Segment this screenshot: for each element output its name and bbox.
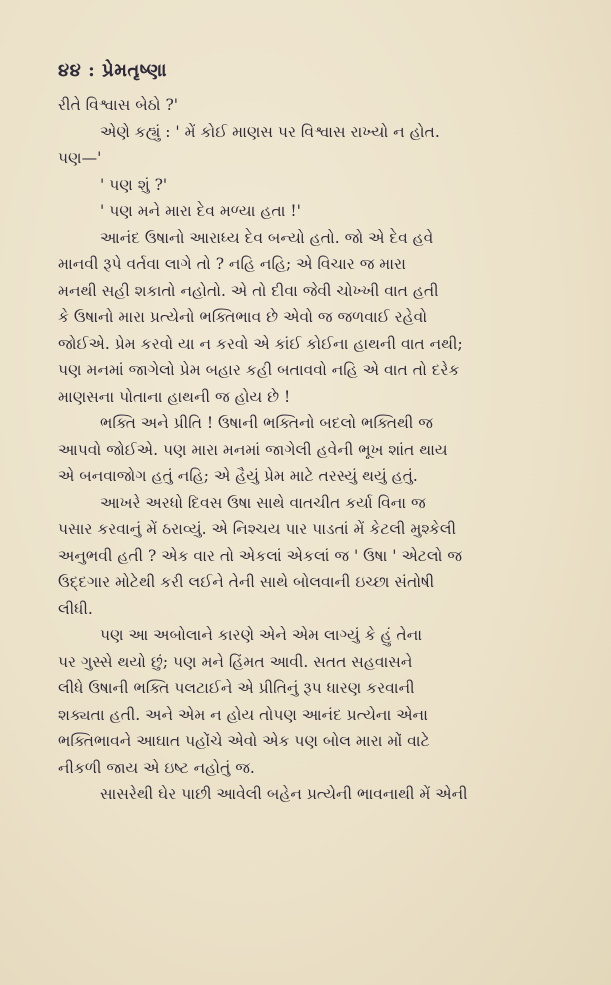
text-line: શક્યતા હતી. અને એમ ન હોય તોપણ આનંદ પ્રત્યેના એના xyxy=(58,705,428,724)
chapter-title: પ્રેમતૃષ્ણા xyxy=(102,60,168,81)
page-number: ૪૪ xyxy=(58,60,82,81)
text-line: એણે કહ્યું : ' મેં કોઈ માણસ પર વિશ્વાસ રાખ્યો ન હોત. xyxy=(100,122,440,141)
text-line: આપવો જોઈએ. પણ મારા મનમાં જાગેલી હવેની ભૂખ શાંત થાય xyxy=(58,440,448,459)
text-line: પર ગુસ્સે થયો છું; પણ મને હિંમત આવી. સતત સહવાસને xyxy=(58,652,413,671)
text-line: સાસરેથી ઘેર પાછી આવેલી બહેન પ્રત્યેની ભાવનાથી મેં એની xyxy=(100,785,468,803)
text-line: જોઈએ. પ્રેમ કરવો યા ન કરવો એ કાંઈ કોઈના હાથની વાત નથી; xyxy=(58,334,463,353)
text-line: એ બનવાજોગ હતું નહિ; એ હૈયું પ્રેમ માટે તરસ્યું થયું હતું. xyxy=(58,467,418,485)
text-line: નીકળી જાય એ ઇષ્ટ નહોતું જ. xyxy=(58,758,255,777)
text-line: પણ આ અબોલાને કારણે એને એમ લાગ્યું કે હું તેના xyxy=(100,626,423,644)
text-line: ઉદ્દગાર મોટેથી કરી લઈને તેની સાથે બોલવાની ઇચ્છા સંતોષી xyxy=(58,573,435,591)
text-line: માણસના પોતાના હાથની જ હોય છે ! xyxy=(58,387,291,406)
text-line: લીધે ઉષાની ભક્તિ પલટાઈને એ પ્રીતિનું રૂપ ધારણ કરવાની xyxy=(58,679,415,697)
text-line: લીધી. xyxy=(58,599,93,618)
header-separator: : xyxy=(88,60,96,81)
text-line: આખરે અરધો દિવસ ઉષા સાથે વાતચીત કર્યા વિના જ xyxy=(100,493,426,512)
text-line: ભક્તિભાવને આઘાત પહોંચે એવો એક પણ બોલ મારા મોં વાટે xyxy=(58,732,430,750)
text-line: રીતે વિશ્વાસ બેઠો ?' xyxy=(58,96,179,114)
text-line: પણ—' xyxy=(58,149,102,167)
text-line: કે ઉષાનો મારા પ્રત્યેનો ભક્તિભાવ છે એવો જ જળવાઈ રહેવો xyxy=(58,308,428,326)
running-header xyxy=(58,60,167,81)
text-line: ભક્તિ અને પ્રીતિ ! ઉષાની ભક્તિનો બદલો ભક્તિથી જ xyxy=(100,414,433,432)
text-line: આનંદ ઉષાનો આરાધ્ય દેવ બન્યો હતો. જો એ દેવ હવે xyxy=(100,228,434,247)
text-line: માનવી રૂપે વર્તવા લાગે તો ? નહિ નહિ; એ વિચાર જ મારા xyxy=(58,255,406,273)
text-line: મનથી સહી શકાતો નહોતો. એ તો દીવા જેવી ચોખ્ખી વાત હતી xyxy=(58,281,439,300)
text-line: અનુભવી હતી ? એક વાર તો એકલાં એકલાં જ ' ઉષા ' એટલો જ xyxy=(58,546,463,565)
body-text xyxy=(58,92,578,808)
text-line: ' પણ શું ?' xyxy=(100,175,168,194)
text-line: પણ મનમાં જાગેલો પ્રેમ બહાર કહી બતાવવો નહિ એ વાત તો દરેક xyxy=(58,361,460,379)
text-line: ' પણ મને મારા દેવ મળ્યા હતા !' xyxy=(100,202,301,220)
text-line: પસાર કરવાનું મેં ઠરાવ્યું. એ નિશ્ચય પાર પાડતાં મેં કેટલી મુશ્કેલી xyxy=(58,520,457,538)
